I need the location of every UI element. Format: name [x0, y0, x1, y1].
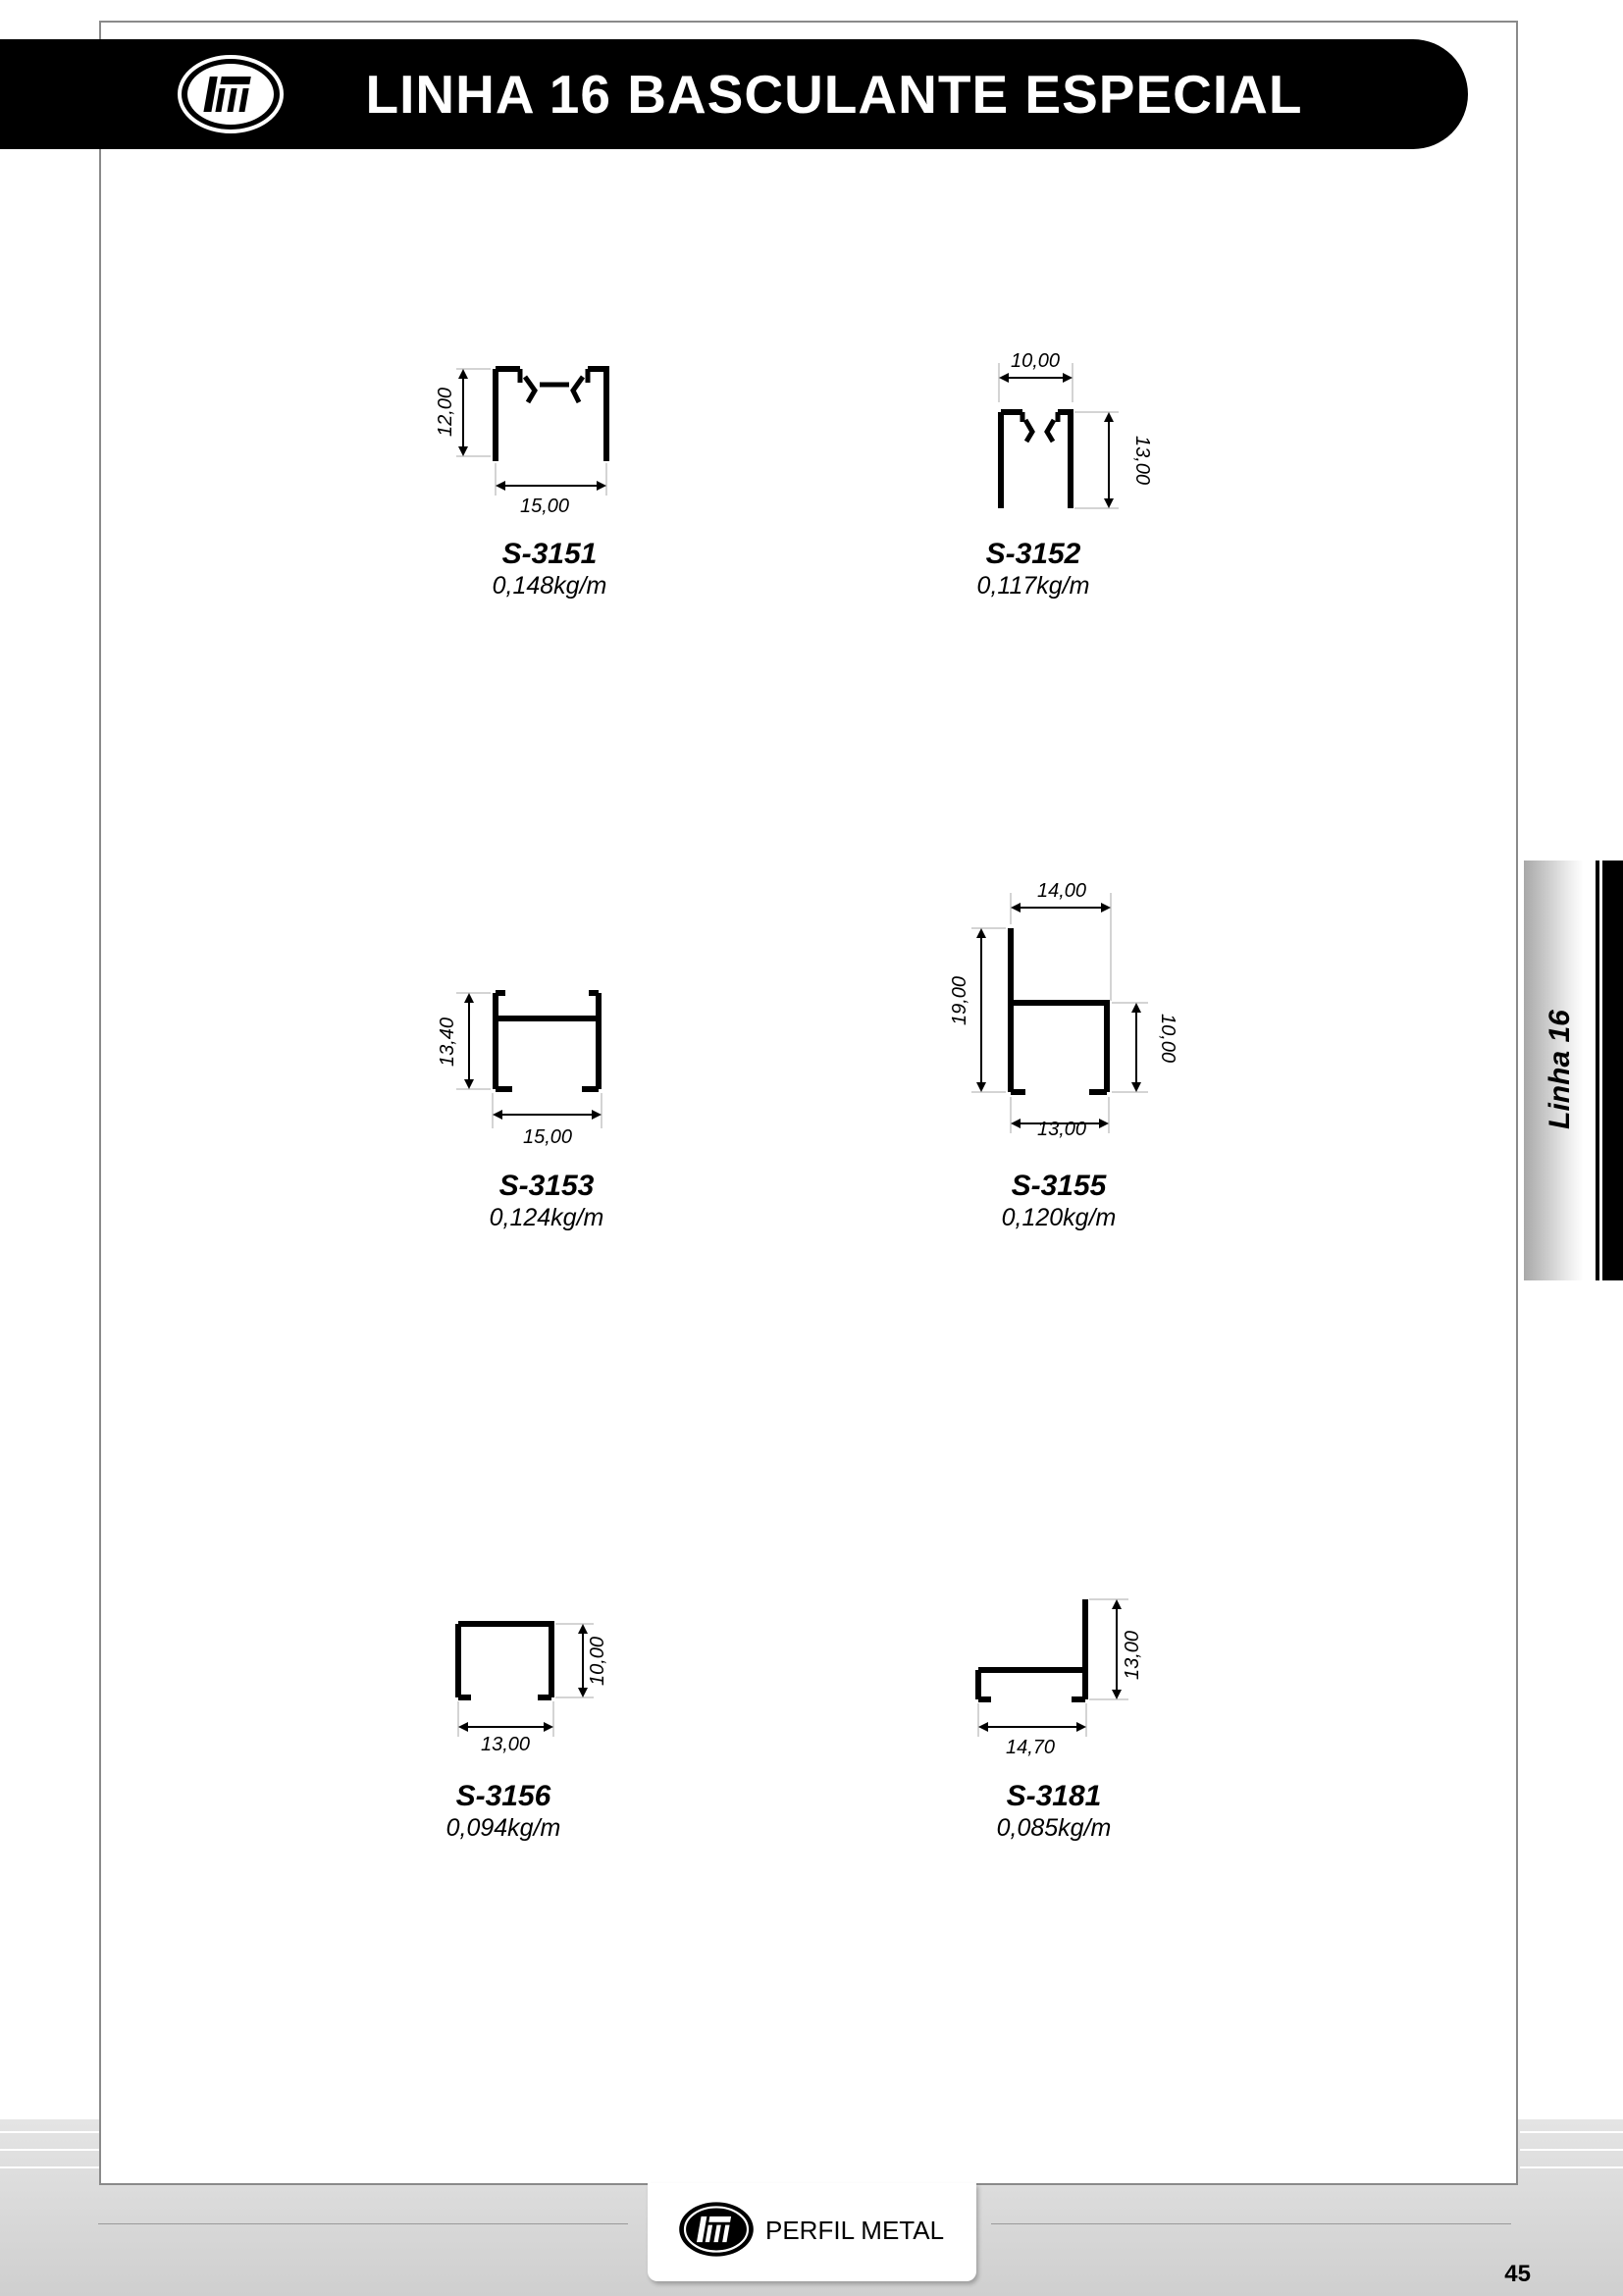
band-stripe	[0, 2149, 99, 2151]
band-stripe	[1520, 2131, 1623, 2133]
profile-code: S-3155	[1011, 1170, 1107, 1202]
dim-height: 13,00	[1131, 435, 1153, 486]
profile-code: S-3181	[1006, 1780, 1102, 1812]
dim-width: 13,00	[480, 1734, 531, 1755]
dim-height: 13,00	[1122, 1630, 1143, 1681]
profile-weight: 0,148kg/m	[492, 572, 607, 600]
dim-height: 12,00	[435, 387, 456, 438]
profile-weight: 0,124kg/m	[489, 1204, 604, 1231]
dim-width: 15,00	[522, 1126, 573, 1148]
footer-rule	[98, 2223, 628, 2224]
perfil-metal-logo-icon	[177, 53, 285, 135]
perfil-metal-logo-icon	[677, 2198, 756, 2261]
dim-bottom-width: 13,00	[1036, 1119, 1087, 1140]
dim-height: 13,40	[437, 1017, 458, 1068]
dim-width: 10,00	[1010, 350, 1061, 372]
dim-inner-height: 10,00	[1157, 1013, 1178, 1064]
dim-width: 14,70	[1005, 1737, 1056, 1758]
profile-drawing-s-3153	[432, 981, 628, 1158]
page-number: 45	[1504, 2261, 1531, 2287]
profile-code: S-3153	[498, 1170, 595, 1202]
profile-weight: 0,094kg/m	[445, 1814, 561, 1842]
profile-drawing-s-3152	[971, 343, 1178, 520]
profile-s-3152	[971, 343, 1178, 520]
side-tab-rule	[1602, 861, 1623, 1280]
profile-s-3156	[422, 1599, 638, 1776]
profile-code: S-3156	[455, 1780, 551, 1812]
profile-weight: 0,120kg/m	[1001, 1204, 1117, 1231]
band-stripe	[0, 2131, 99, 2133]
profile-drawing-s-3151	[432, 353, 628, 530]
dim-height: 10,00	[587, 1636, 608, 1687]
dim-top-width: 14,00	[1036, 880, 1087, 902]
profile-s-3181	[952, 1590, 1168, 1766]
profile-s-3151	[432, 353, 628, 530]
profile-code: S-3151	[501, 538, 598, 570]
footer-rule	[991, 2223, 1511, 2224]
band-stripe	[0, 2166, 99, 2168]
profile-code: S-3152	[985, 538, 1081, 570]
profile-drawing-s-3155	[942, 873, 1178, 1148]
page-frame	[99, 21, 1518, 2185]
dim-width: 15,00	[519, 496, 570, 517]
profile-drawing-s-3181	[952, 1590, 1168, 1766]
dim-height: 19,00	[949, 975, 970, 1026]
page-title: LINHA 16 BASCULANTE ESPECIAL	[365, 64, 1303, 125]
profile-s-3153	[432, 981, 628, 1158]
side-tab-rule	[1596, 861, 1599, 1280]
profile-weight: 0,117kg/m	[976, 572, 1090, 600]
side-tab-label: Linha 16	[1544, 1010, 1576, 1129]
band-stripe	[1520, 2166, 1623, 2168]
profile-weight: 0,085kg/m	[996, 1814, 1112, 1842]
profile-drawing-s-3156	[422, 1599, 638, 1776]
footer-brand-name: PERFIL METAL	[765, 2216, 945, 2245]
band-stripe	[1520, 2149, 1623, 2151]
profile-s-3155	[942, 873, 1178, 1148]
